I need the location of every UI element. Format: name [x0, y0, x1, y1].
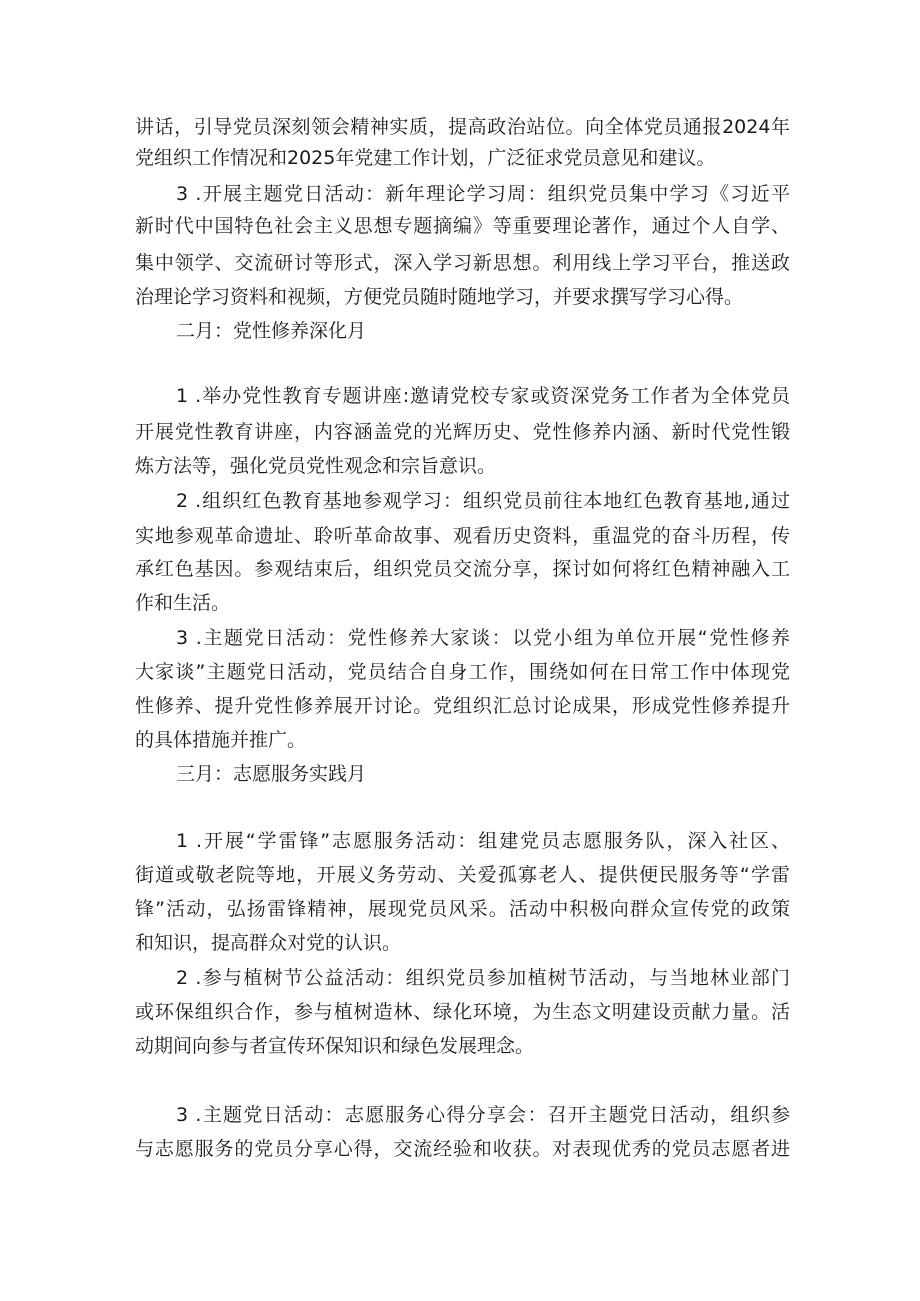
feb-item-3-line-2: 大家谈”主题党日活动，党员结合自身工作，围绕如何在日常工作中体现党: [135, 661, 790, 683]
feb-item-2-line-4: 作和生活。: [135, 592, 231, 614]
paragraph-intro-line-1: 讲话，引导党员深刻领会精神实质，提高政治站位。向全体党员通报2024年: [135, 116, 790, 138]
feb-item-3-line-1: 3 .主题党日活动：党性修养大家谈：以党小组为单位开展“党性修养: [176, 627, 790, 649]
mar-item-1-line-1: 1 .开展“学雷锋”志愿服务活动：组建党员志愿服务队，深入社区、: [176, 830, 790, 852]
feb-item-3-line-4: 的具体措施并推广。: [135, 729, 307, 751]
mar-item-1-line-2: 街道或敬老院等地，开展义务劳动、关爱孤寡老人、提供便民服务等“学雷: [135, 864, 790, 886]
mar-item-2-line-2: 或环保组织合作，参与植树造林、绿化环境，为生态文明建设贡献力量。活: [135, 1001, 790, 1023]
feb-item-2-line-2: 实地参观革命遗址、聆听革命故事、观看历史资料，重温党的奋斗历程，传: [135, 525, 790, 547]
jan-item-3-line-2: 新时代中国特色社会主义思想专题摘编》等重要理论著作，通过个人自学、: [135, 215, 790, 237]
feb-item-2-line-1: 2 .组织红色教育基地参观学习：组织党员前往本地红色教育基地,通过: [176, 490, 790, 512]
mar-item-1-line-4: 和知识，提高群众对党的认识。: [135, 932, 402, 954]
mar-item-1-line-3: 锋”活动，弘扬雷锋精神，展现党员风采。活动中积极向群众宣传党的政策: [135, 898, 790, 920]
paragraph-intro-line-2: 党组织工作情况和2025年党建工作计划，广泛征求党员意见和建议。: [135, 147, 716, 169]
mar-item-2-line-3: 动期间向参与者宣传环保知识和绿色发展理念。: [135, 1035, 535, 1057]
mar-item-3-line-1: 3 .主题党日活动：志愿服务心得分享会：召开主题党日活动，组织参: [176, 1104, 790, 1126]
feb-item-3-line-3: 性修养、提升党性修养展开讨论。党组织汇总讨论成果，形成党性修养提升: [135, 695, 790, 717]
feb-item-2-line-3: 承红色基因。参观结束后，组织党员交流分享，探讨如何将红色精神融入工: [135, 558, 790, 580]
feb-item-1-line-1: 1 .举办党性教育专题讲座:邀请党校专家或资深党务工作者为全体党员: [176, 385, 790, 407]
jan-item-3-line-1: 3 .开展主题党日活动：新年理论学习周：组织党员集中学习《习近平: [176, 183, 790, 205]
section-heading-february: 二月：党性修养深化月: [176, 320, 367, 342]
mar-item-3-line-2: 与志愿服务的党员分享心得，交流经验和收获。对表现优秀的党员志愿者进: [135, 1138, 790, 1160]
jan-item-3-line-3: 集中领学、交流研讨等形式，深入学习新思想。利用线上学习平台，推送政: [135, 252, 790, 274]
feb-item-1-line-2: 开展党性教育讲座，内容涵盖党的光辉历史、党性修养内涵、新时代党性锻: [135, 421, 790, 443]
feb-item-1-line-3: 炼方法等，强化党员党性观念和宗旨意识。: [135, 455, 497, 477]
section-heading-march: 三月：志愿服务实践月: [176, 763, 367, 785]
jan-item-3-line-4: 治理论学习资料和视频，方便党员随时随地学习，并要求撰写学习心得。: [135, 286, 744, 308]
mar-item-2-line-1: 2 .参与植树节公益活动：组织党员参加植树节活动，与当地林业部门: [176, 967, 790, 989]
